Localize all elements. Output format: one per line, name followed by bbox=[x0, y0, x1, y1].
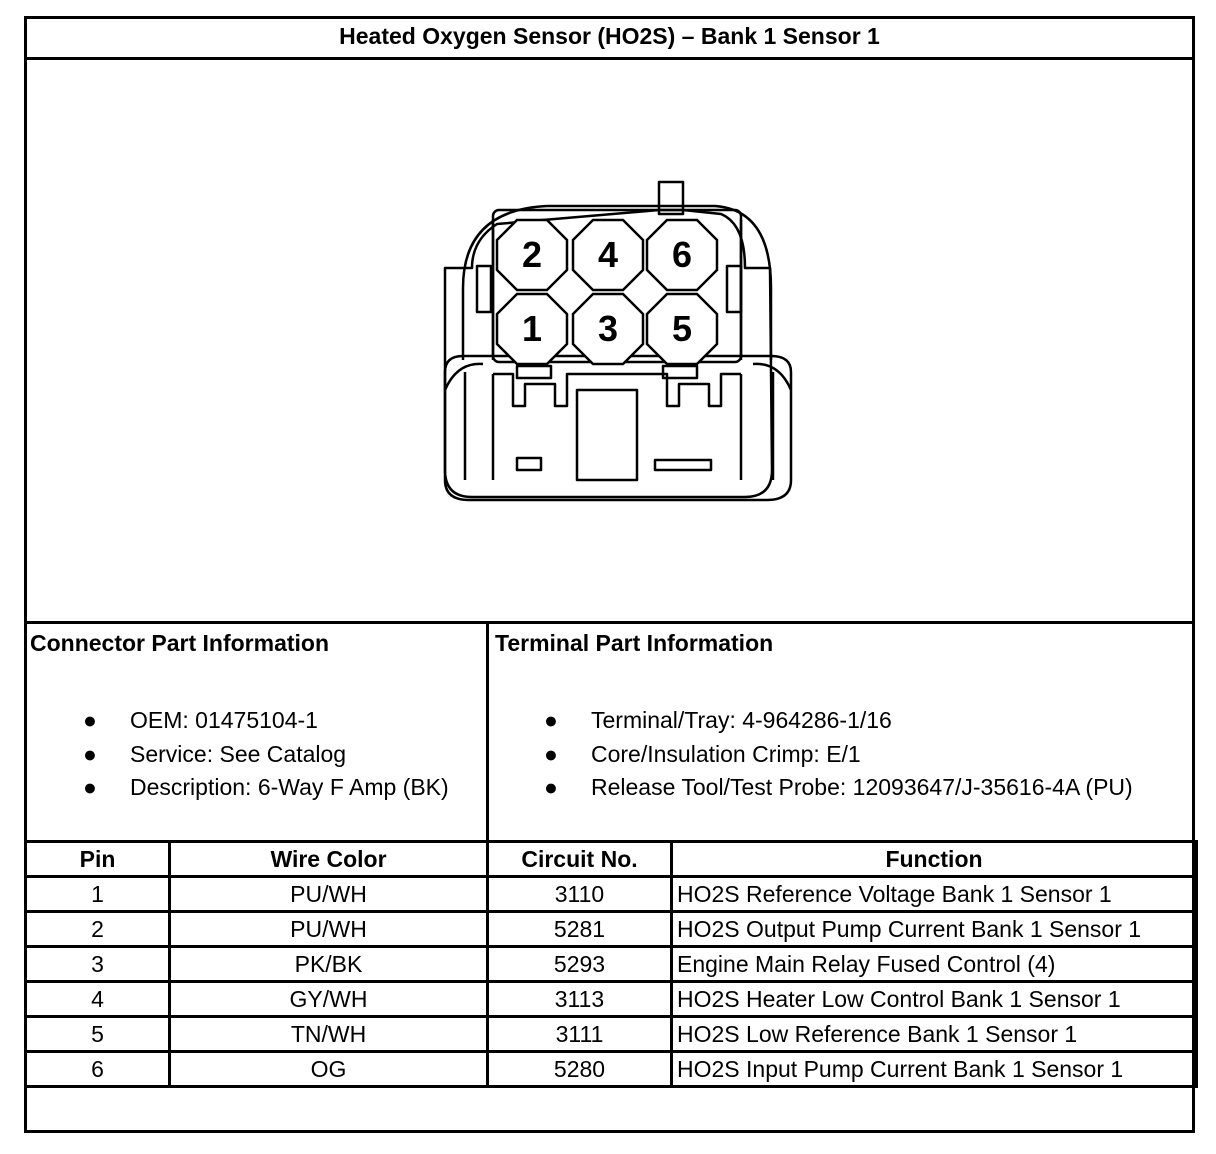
terminal-info-list bbox=[541, 704, 1133, 805]
bullet-icon: ● bbox=[544, 774, 558, 800]
cell-pin: 4 bbox=[26, 982, 170, 1017]
pin-label-1: 1 bbox=[521, 308, 543, 349]
table-row bbox=[26, 1017, 1197, 1052]
table-row bbox=[26, 1052, 1197, 1087]
page-title: Heated Oxygen Sensor (HO2S) – Bank 1 Sensor 1 bbox=[24, 16, 1195, 60]
list-item: ● Service: See Catalog bbox=[80, 738, 449, 772]
bullet-icon: ● bbox=[83, 740, 97, 767]
table-row bbox=[26, 877, 1197, 912]
connector-drawing bbox=[27, 60, 1192, 621]
cell-function: HO2S Input Pump Current Bank 1 Sensor 1 bbox=[672, 1052, 1197, 1087]
table-row bbox=[26, 912, 1197, 947]
connector-info-heading: Connector Part Information bbox=[30, 630, 330, 656]
cell-circuit-no: 3111 bbox=[488, 1017, 672, 1052]
cell-pin: 5 bbox=[26, 1017, 170, 1052]
cell-function: Engine Main Relay Fused Control (4) bbox=[672, 947, 1197, 982]
cell-wire-color: PU/WH bbox=[170, 912, 488, 947]
connector-face-illustration bbox=[27, 60, 1192, 621]
bullet-icon: ● bbox=[544, 707, 558, 733]
cell-wire-color: PK/BK bbox=[170, 947, 488, 982]
connector-info-list bbox=[80, 704, 449, 805]
cell-circuit-no: 3113 bbox=[488, 982, 672, 1017]
cell-pin: 6 bbox=[26, 1052, 170, 1087]
cell-wire-color: GY/WH bbox=[170, 982, 488, 1017]
cell-wire-color: PU/WH bbox=[170, 877, 488, 912]
pin-label-5: 5 bbox=[671, 308, 693, 349]
bullet-icon: ● bbox=[83, 707, 97, 733]
table-row bbox=[26, 947, 1197, 982]
pinout-table bbox=[24, 840, 1198, 1088]
list-item: ● Description: 6-Way F Amp (BK) bbox=[80, 771, 449, 805]
table-header-row bbox=[26, 842, 1197, 877]
bullet-icon: ● bbox=[544, 740, 558, 767]
list-item: ● OEM: 01475104-1 bbox=[80, 704, 449, 738]
cell-wire-color: OG bbox=[170, 1052, 488, 1087]
list-item: ● Release Tool/Test Probe: 12093647/J-35616-4A (PU) bbox=[541, 771, 1133, 805]
cell-function: HO2S Output Pump Current Bank 1 Sensor 1 bbox=[672, 912, 1197, 947]
cell-pin: 3 bbox=[26, 947, 170, 982]
cell-pin: 2 bbox=[26, 912, 170, 947]
pin-label-4: 4 bbox=[597, 234, 619, 275]
cell-circuit-no: 5293 bbox=[488, 947, 672, 982]
list-item: ● Terminal/Tray: 4-964286-1/16 bbox=[541, 704, 1133, 738]
bullet-icon: ● bbox=[83, 774, 97, 800]
cell-circuit-no: 3110 bbox=[488, 877, 672, 912]
cell-function: HO2S Reference Voltage Bank 1 Sensor 1 bbox=[672, 877, 1197, 912]
header-function: Function bbox=[672, 842, 1197, 877]
header-pin: Pin bbox=[26, 842, 170, 877]
cell-wire-color: TN/WH bbox=[170, 1017, 488, 1052]
pin-label-6: 6 bbox=[671, 234, 693, 275]
cell-function: HO2S Low Reference Bank 1 Sensor 1 bbox=[672, 1017, 1197, 1052]
cell-pin: 1 bbox=[26, 877, 170, 912]
list-item: ● Core/Insulation Crimp: E/1 bbox=[541, 738, 1133, 772]
terminal-part-info bbox=[486, 621, 1195, 840]
cell-circuit-no: 5280 bbox=[488, 1052, 672, 1087]
terminal-info-heading: Terminal Part Information bbox=[495, 630, 774, 656]
pin-label-3: 3 bbox=[597, 308, 619, 349]
header-circuit-no: Circuit No. bbox=[488, 842, 672, 877]
table-row bbox=[26, 982, 1197, 1017]
header-wire-color: Wire Color bbox=[170, 842, 488, 877]
cell-function: HO2S Heater Low Control Bank 1 Sensor 1 bbox=[672, 982, 1197, 1017]
connector-part-info bbox=[24, 621, 486, 840]
pin-label-2: 2 bbox=[521, 234, 543, 275]
cell-circuit-no: 5281 bbox=[488, 912, 672, 947]
